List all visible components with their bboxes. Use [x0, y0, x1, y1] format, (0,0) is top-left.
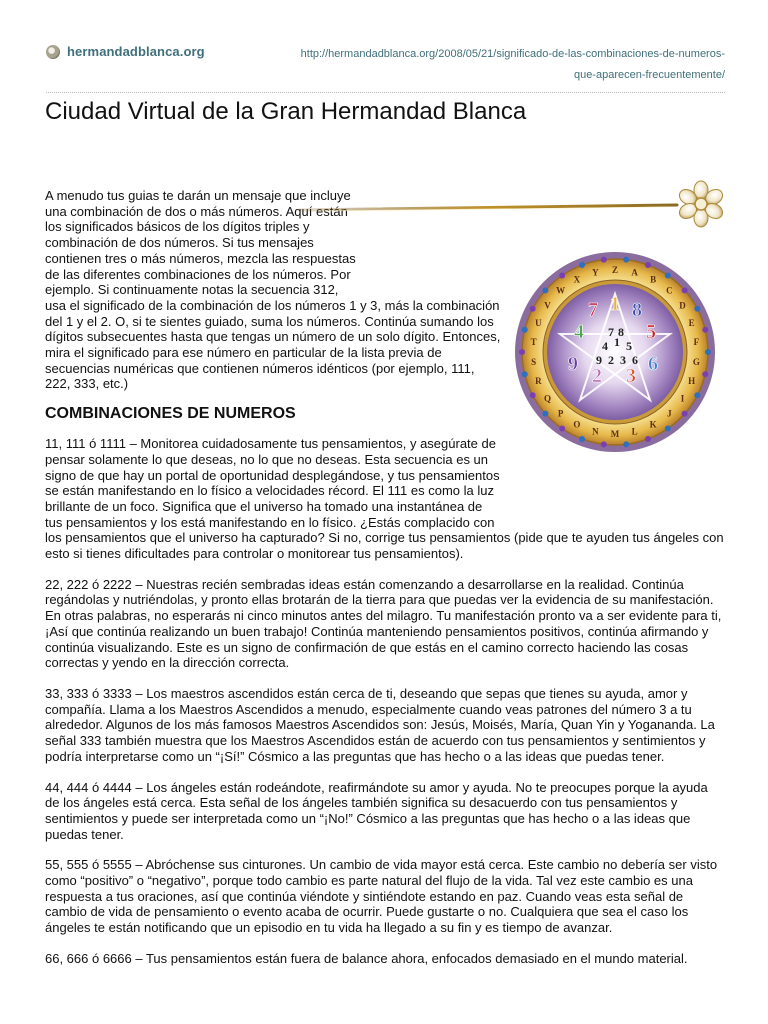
wheel-letter: F	[693, 337, 700, 348]
paragraph-55: 55, 555 ó 5555 – Abróchense sus cinturones. Un cambio de vida mayor está cerca. Este cambio no debería ser visto como “positivo” o “negativo”, porque todo cambio es parte natural del flujo de la vida. Tal vez este cambio es una respuesta a tus oraciones, así que continúa viéndote y sintiéndote estando en paz. Cuando veas esta señal de cambio de vida de pensamiento o evento acaba de ocurrir. Puede gustarte o no. Cualquiera que sea el caso los ángeles te están notificando que un episodio en tu vida ha llegado a su fin y es tiempo de avanzar.	[45, 857, 718, 936]
wheel-number-3: 3	[626, 365, 636, 387]
wheel-gem	[530, 306, 536, 312]
wheel-gem	[694, 392, 700, 398]
wheel-letter: M	[610, 429, 620, 439]
paragraph-22: 22, 222 ó 2222 – Nuestras recién sembradas ideas están comenzando a desarrollarse en la realidad. Continúa regándolas y nutriéndolas, y pronto ellas brotarán de la tierra para que puedas ver la evidencia de su manifestación. En otras palabras, no esperarás ni cinco minutos antes del milagro. Tu manifestación pronto va a ser evidente para ti, ¡Así que continúa realizando un buen trabajo! Continúa manteniendo pensamientos positivos, continúa afirmando y continúa visualizando. Este es un signo de confirmación de que estás en el camino correcto haciendo las cosas correctas y yendo en la dirección correcta.	[45, 576, 722, 671]
wheel-letter: C	[666, 285, 673, 296]
wheel-letter: A	[631, 267, 638, 278]
wheel-letter: Y	[592, 267, 599, 278]
wheel-float	[511, 265, 725, 526]
article-body	[45, 188, 725, 982]
wheel-gem	[542, 287, 548, 293]
wheel-gem	[559, 272, 565, 278]
wheel-gem	[702, 327, 708, 333]
wheel-letter: J	[667, 408, 672, 419]
wheel-number-6: 6	[648, 353, 658, 375]
wheel-center-number: 3	[620, 353, 626, 367]
page-url-line-1[interactable]: http://hermandadblanca.org/2008/05/21/significado-de-las-combinaciones-de-numeros-	[300, 48, 725, 60]
wheel-number-5: 5	[646, 321, 656, 343]
wheel-gem	[665, 426, 671, 432]
wheel-letter: X	[573, 274, 581, 285]
wheel-number-1: 1	[610, 293, 620, 315]
wheel-letter: Q	[544, 393, 552, 404]
wheel-number-4: 4	[574, 321, 584, 343]
wheel-letter: D	[679, 300, 686, 311]
wheel-gem	[702, 371, 708, 377]
wheel-gem	[530, 392, 536, 398]
section-heading: COMBINACIONES DE NUMEROS	[45, 405, 296, 423]
wheel-center-number: 4	[602, 339, 608, 353]
wheel-gem	[522, 327, 528, 333]
site-name[interactable]: hermandadblanca.org	[67, 44, 205, 59]
wheel-gem	[519, 349, 525, 355]
wheel-center-number: 6	[632, 353, 638, 367]
wheel-letter: K	[649, 419, 657, 430]
wheel-gem	[682, 287, 688, 293]
wheel-letter: T	[530, 337, 537, 348]
wheel-center-number: 7	[608, 325, 614, 339]
wheel-gem	[682, 411, 688, 417]
site-logo[interactable]	[46, 44, 205, 59]
wheel-gem	[694, 306, 700, 312]
wheel-letter: V	[544, 300, 551, 311]
wheel-letter: E	[688, 317, 695, 328]
wheel-center-number: 9	[596, 353, 602, 367]
wheel-letter: I	[680, 393, 685, 404]
wheel-letter: P	[557, 408, 564, 419]
wheel-letter: N	[592, 426, 599, 437]
wheel-number-9: 9	[568, 353, 578, 375]
wheel-letter: L	[631, 426, 638, 437]
wheel-letter: H	[688, 376, 696, 387]
wheel-gem	[705, 349, 711, 355]
wheel-number-7: 7	[588, 299, 598, 321]
wheel-gem	[645, 262, 651, 268]
wheel-gem	[601, 257, 607, 263]
paragraph-44: 44, 444 ó 4444 – Los ángeles están rodeándote, reafirmándote su amor y ayuda. No te preocupes porque la ayuda de los ángeles está cerca. Esta señal de los ángeles también significa su desacuerdo con tus pensamientos y sentimientos y puede ser interpretada como un “¡No!” Cósmico a las preguntas que has hecho o a las ideas que puedas tener.	[45, 779, 708, 842]
wheel-gem	[542, 411, 548, 417]
wheel-number-8: 8	[632, 299, 642, 321]
header-divider	[46, 92, 725, 93]
paragraph-66: 66, 666 ó 6666 – Tus pensamientos están fuera de balance ahora, enfocados demasiado en el mundo material.	[45, 950, 688, 966]
wheel-letter: G	[692, 356, 700, 367]
wheel-gem	[601, 441, 607, 447]
wheel-letter: W	[556, 285, 566, 296]
page-title: Ciudad Virtual de la Gran Hermandad Blanca	[45, 98, 527, 125]
page-url[interactable]	[255, 44, 725, 86]
intro-paragraph: A menudo tus guias te darán un mensaje que incluye una combinación de dos o más números. Aquí están los significados básicos de los dígitos triples y combinación de dos números. Si tus mensajes contienen tres o más números, mezcla las respuestas de las diferentes combinaciones de los números. Por ejemplo. Si continuamente notas la secuencia 312, usa el significado de la combinación de los números 1 y 3, más la combinación del 1 y el 2. O, si te sientes guiado, suma los números. Continúa sumando los dígitos subsecuentes hasta que tengas un número de un solo dígito. Entonces, mira el significado para ese número en particular de la lista previa de secuencias numéricas que contienen números idénticos (por ejemplo, 111, 222, 333, etc.)	[45, 188, 501, 392]
numerology-wheel-image	[513, 250, 717, 454]
wheel-gem	[645, 436, 651, 442]
golden-wand-image	[289, 168, 729, 258]
wheel-gem	[559, 426, 565, 432]
wheel-gem	[579, 262, 585, 268]
wheel-letter: U	[535, 317, 542, 328]
wheel-letter: B	[650, 274, 657, 285]
wheel-letter: Z	[611, 265, 619, 275]
page-url-line-2[interactable]: que-aparecen-frecuentemente/	[573, 69, 725, 81]
wheel-letter: R	[535, 376, 542, 387]
paragraph-33: 33, 333 ó 3333 – Los maestros ascendidos están cerca de ti, deseando que sepas que tienes su ayuda, amor y compañía. Llama a los Maestros Ascendidos a menudo, especialmente cuando veas patrones del número 3 a tu alrededor. Algunos de los más famosos Maestros Ascendidos son: Jesús, Moisés, María, Quan Yin y Yogananda. La señal 333 también muestra que los Maestros Ascendidos están de acuerdo con tus pensamientos y sentimientos y podría interpretarse como un “¡Sí!” Cósmico a las preguntas que has hecho o a las ideas que puedas tener.	[45, 685, 715, 764]
wheel-gem	[623, 257, 629, 263]
globe-icon	[46, 45, 60, 59]
wheel-gem	[579, 436, 585, 442]
wheel-center-number: 5	[626, 339, 632, 353]
wheel-letter: O	[573, 419, 581, 430]
wheel-gem	[623, 441, 629, 447]
paragraph-11: 11, 111 ó 1111 – Monitorea cuidadosamente tus pensamientos, y asegúrate de pensar solamente lo que deseas, no lo que no deseas. Esta secuencia es un signo de que hay un portal de oportunidad desplegándose, y tus pensamientos se están manifestando en lo físico a velocidades récord. El 111 es como la luz brillante de un foco. Significa que el universo ha tomado una instantánea de tus pensamientos y los está manifestando en lo físico. ¿Estás complacido con los pensamientos que el universo ha capturado? Si no, corrige tus pensamientos (pide que te ayuden tus ángeles con esto si tienes dificultades para controlar o monitorear tus pensamientos).	[45, 436, 724, 562]
wheel-center-number: 2	[608, 353, 614, 367]
wheel-gem	[665, 272, 671, 278]
wheel-center-number: 8	[618, 325, 624, 339]
wheel-center-number: 1	[614, 335, 620, 349]
wheel-number-2: 2	[592, 365, 602, 387]
wheel-letter: S	[531, 356, 537, 367]
wheel-gem	[522, 371, 528, 377]
